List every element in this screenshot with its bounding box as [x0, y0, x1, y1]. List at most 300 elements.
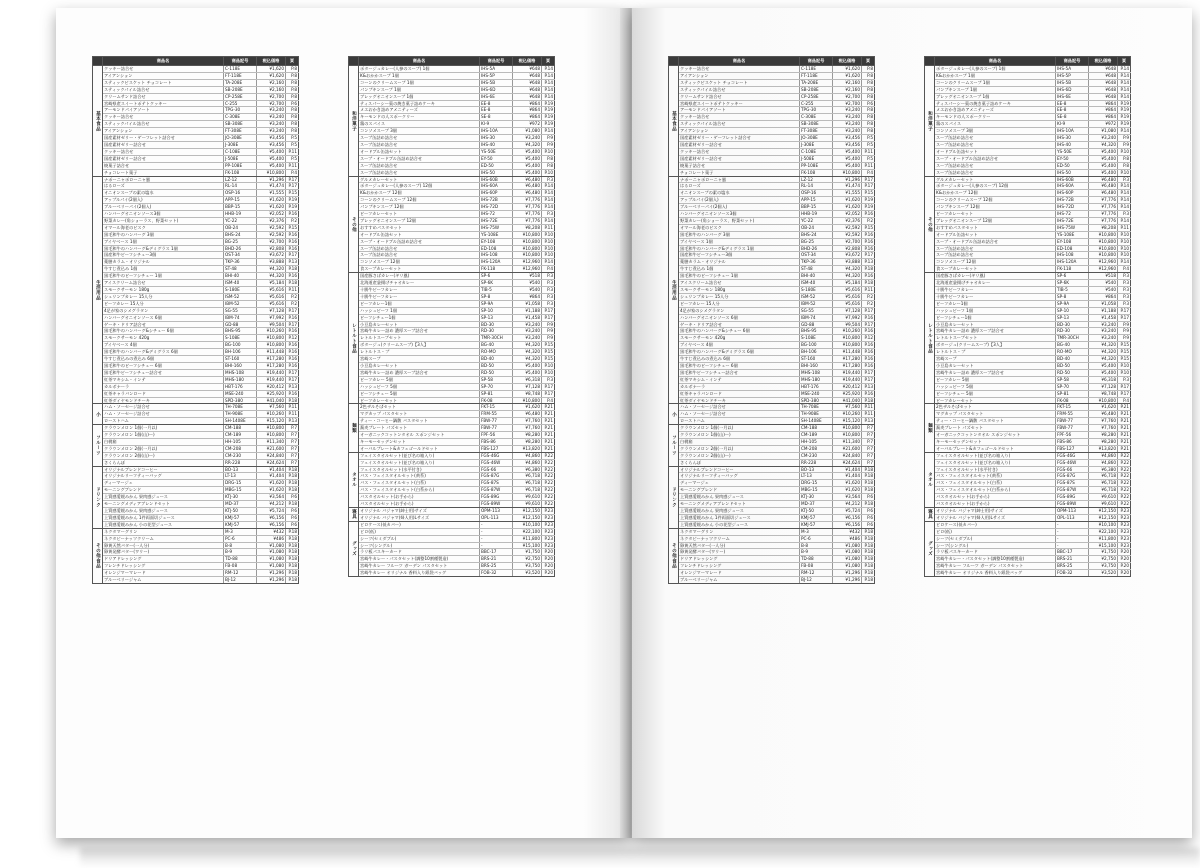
table-row	[349, 356, 555, 363]
product-name: レトルトス・プ	[359, 349, 480, 356]
product-price: ¥3,888	[833, 259, 862, 266]
product-code: YS-50E	[480, 148, 513, 155]
product-name: 国産素材ゼリー・ゲーフレット詰合せ	[103, 135, 224, 142]
product-code: B-9	[800, 549, 833, 556]
product-code: CM-208	[800, 445, 833, 452]
product-code: IHS-60A	[480, 183, 513, 190]
product-name: ピロケース(低カバー)	[935, 521, 1056, 528]
table-row	[349, 556, 555, 563]
product-code: KMJ-57	[224, 514, 257, 521]
product-price: ¥7,776	[513, 217, 542, 224]
product-price: ¥1,080	[257, 556, 286, 563]
category-label: ドリンク	[93, 466, 103, 528]
product-price: ¥4,320	[833, 266, 862, 273]
product-code: RD-30	[480, 328, 513, 335]
product-page: P.23	[1118, 528, 1131, 535]
product-code: FOB-32	[1056, 570, 1089, 577]
product-page: P.4	[286, 169, 299, 176]
product-name: ビーフカレーセット	[359, 211, 480, 218]
product-code: TPG-30	[224, 107, 257, 114]
product-name: モーニングブレンド	[679, 487, 800, 494]
table-row	[669, 362, 875, 369]
product-page: P.7	[862, 459, 875, 466]
product-code: OB-24	[224, 224, 257, 231]
product-price: ¥5,184	[833, 280, 862, 287]
table-row	[93, 252, 299, 259]
product-code: IHS-30	[1056, 135, 1089, 142]
product-name: 牛すじ煮込み 1個	[679, 266, 800, 273]
table-row	[349, 390, 555, 397]
product-name: ブイヤベース 1個	[679, 238, 800, 245]
product-page: P.8	[286, 79, 299, 86]
product-price: ¥5,616	[257, 287, 286, 294]
product-name: スモークサーモン 420g	[103, 335, 224, 342]
product-price: ¥7,760	[513, 418, 542, 425]
product-code: MHS-180	[800, 376, 833, 383]
table-header-row	[925, 57, 1131, 66]
product-page: P.8	[286, 93, 299, 100]
product-page: P.22	[542, 452, 555, 459]
product-code: -	[1056, 535, 1089, 542]
product-price: ¥4,860	[513, 459, 542, 466]
table-row	[669, 570, 875, 577]
product-code: SE-8	[480, 114, 513, 121]
price-header: 税込価格	[833, 57, 862, 66]
product-page: P.8	[286, 107, 299, 114]
product-price: ¥22,100	[1089, 528, 1118, 535]
product-price: ¥3,520	[1089, 570, 1118, 577]
table-row	[669, 107, 875, 114]
product-name: バス・フェイスタオルセット(黄系)	[359, 473, 480, 480]
product-price: ¥1,750	[1089, 549, 1118, 556]
product-code: BJ-12	[224, 577, 257, 584]
product-name: 黒毛和牛のビーフシチュー 6個	[103, 362, 224, 369]
product-page: P.14	[542, 79, 555, 86]
product-code: ED-50	[1056, 162, 1089, 169]
product-code: YS-50E	[1056, 148, 1089, 155]
product-code: BHI-40	[800, 273, 833, 280]
product-price: ¥1,555	[257, 190, 286, 197]
table-row	[349, 418, 555, 425]
product-code: IHS-72E	[480, 217, 513, 224]
table-row	[925, 128, 1131, 135]
table-row	[669, 397, 875, 404]
product-code: OPM-113	[1056, 508, 1089, 515]
product-price: ¥5,400	[1089, 155, 1118, 162]
table-row	[925, 114, 1131, 121]
table-row	[93, 197, 299, 204]
product-code: TH-908E	[224, 411, 257, 418]
table-row	[669, 259, 875, 266]
product-page: P.23	[1118, 542, 1131, 549]
product-page: P.8	[286, 121, 299, 128]
table-row	[349, 300, 555, 307]
product-name: チョコレート菓子	[103, 169, 224, 176]
product-name: K&おかかスープ 12個	[935, 190, 1056, 197]
product-name: ボタージュ(クリームスープ)【3人】	[935, 342, 1056, 349]
category-header	[93, 57, 103, 66]
product-name: 黒毛和牛のビーフシチュー 6個	[679, 362, 800, 369]
product-name: クリームサンド詰合せ	[103, 93, 224, 100]
product-code: SP-58	[480, 376, 513, 383]
product-page: P.8	[1118, 155, 1131, 162]
product-name: パンプキンスープ 12個	[359, 204, 480, 211]
table-row	[669, 501, 875, 508]
product-name: 宮崎牛カレー フルーツ ガーデン パスタセット	[935, 563, 1056, 570]
product-name: スープ缶詰め詰合せ	[359, 135, 480, 142]
product-code: EE-8	[480, 107, 513, 114]
product-code: IHS-5A	[480, 66, 513, 73]
product-price: ¥12,150	[1089, 508, 1118, 515]
product-price: ¥21,600	[833, 445, 862, 452]
product-price: ¥4,320	[513, 356, 542, 363]
product-name: ハッシュビーフ 5個	[935, 383, 1056, 390]
product-name: モーニングメディアブレンドセット	[103, 501, 224, 508]
product-page: P.8	[862, 128, 875, 135]
product-name: コーンのクリームスープ 12個	[935, 197, 1056, 204]
product-price: ¥648	[513, 72, 542, 79]
product-price: ¥2,808	[833, 245, 862, 252]
table-row	[93, 390, 299, 397]
table-row	[349, 100, 555, 107]
category-label: 生活用品	[669, 176, 679, 404]
table-row	[349, 349, 555, 356]
table-row	[669, 535, 875, 542]
table-row	[925, 480, 1131, 487]
product-name: 黒毛和牛のハンバーグ 3個	[679, 231, 800, 238]
table-row	[925, 121, 1131, 128]
product-code: BHI-40	[224, 273, 257, 280]
table-row	[93, 362, 299, 369]
product-price: ¥7,560	[257, 404, 286, 411]
product-price: ¥17,280	[257, 362, 286, 369]
product-price: ¥22,100	[513, 528, 542, 535]
product-name: ゲーキ・ドリア詰合せ	[679, 321, 800, 328]
product-code: FGS-89W	[1056, 501, 1089, 508]
product-price: ¥6,156	[833, 514, 862, 521]
product-name: 国産素材ゼリー詰合せ	[103, 141, 224, 148]
product-name: 卵黄天然バター(一人分)	[679, 542, 800, 549]
product-code: SE-8	[1056, 114, 1089, 121]
product-code: CM-189	[800, 432, 833, 439]
product-code: SP-70	[1056, 383, 1089, 390]
product-page: P.16	[862, 342, 875, 349]
product-page: P.23	[1118, 508, 1131, 515]
product-price: ¥10,800	[833, 432, 862, 439]
product-page: P.6	[862, 521, 875, 528]
product-page: P.21	[542, 411, 555, 418]
product-code: FBW-77	[1056, 425, 1089, 432]
left-page-table-1	[92, 56, 299, 584]
product-page: P.2	[286, 300, 299, 307]
product-price: ¥11,800	[513, 535, 542, 542]
product-page: P.8	[286, 86, 299, 93]
product-code: OB-24	[800, 224, 833, 231]
product-name: 国産和牛ビーフシチュー3個	[103, 252, 224, 259]
table-row	[925, 466, 1131, 473]
product-code: RL-14	[224, 183, 257, 190]
product-code: IHS-72E	[1056, 217, 1089, 224]
product-code: RR-228	[800, 459, 833, 466]
product-price: ¥5,400	[513, 162, 542, 169]
left-page-table-2	[348, 56, 555, 577]
product-price: ¥2,808	[257, 245, 286, 252]
product-name: コーンのクリームスープ 1個	[935, 79, 1056, 86]
product-price: ¥1,404	[833, 473, 862, 480]
table-row	[669, 487, 875, 494]
product-code: BH-106	[800, 349, 833, 356]
product-page: P.23	[542, 521, 555, 528]
product-code: FBS-86	[480, 438, 513, 445]
product-name: ブレッグオニオンスープ 12個	[359, 217, 480, 224]
product-code: BBP-15	[800, 204, 833, 211]
product-name: 蕎麦プレート パズセット	[935, 425, 1056, 432]
product-name: ハンバーグオニオンソース3個	[103, 211, 224, 218]
product-price: ¥1,458	[1089, 314, 1118, 321]
product-page: P.5	[862, 141, 875, 148]
table-row	[669, 542, 875, 549]
product-name: オマール海老のビスク	[679, 224, 800, 231]
table-row	[669, 141, 875, 148]
table-row	[93, 148, 299, 155]
table-row	[349, 480, 555, 487]
product-name: クラウンメロン 2個(一月以)	[679, 445, 800, 452]
table-row	[93, 438, 299, 445]
product-price: ¥7,992	[833, 314, 862, 321]
table-row	[349, 508, 555, 515]
product-code: SP-6	[1056, 273, 1089, 280]
product-code: TH-708E	[224, 404, 257, 411]
product-page: P.16	[286, 362, 299, 369]
product-page: P.7	[862, 438, 875, 445]
product-page: P.16	[862, 328, 875, 335]
table-row	[349, 321, 555, 328]
product-page: P.14	[542, 86, 555, 93]
table-row	[925, 418, 1131, 425]
product-page: P.18	[862, 528, 875, 535]
product-price: ¥5,400	[257, 148, 286, 155]
product-page: P.9	[542, 328, 555, 335]
product-page: P.11	[286, 411, 299, 418]
product-page: P.9	[1118, 328, 1131, 335]
product-page: P.13	[286, 383, 299, 390]
product-price: ¥41,040	[257, 397, 286, 404]
product-price: ¥648	[513, 93, 542, 100]
product-code: GD-88	[800, 321, 833, 328]
product-price: ¥1,620	[833, 204, 862, 211]
product-price: ¥17,280	[257, 356, 286, 363]
code-header: 商品記号	[224, 57, 257, 66]
product-name: 宮崎牛カレー詰め 濃厚スープ詰合せ	[359, 328, 480, 335]
product-code: M-3	[224, 528, 257, 535]
product-price: ¥5,724	[257, 508, 286, 515]
category-label: 小	[93, 404, 103, 425]
product-page: P.18	[862, 266, 875, 273]
product-page: P.16	[862, 245, 875, 252]
table-row	[669, 252, 875, 259]
product-price: ¥1,750	[513, 549, 542, 556]
product-code: IHS-10A	[480, 128, 513, 135]
product-name: クッキー詰合せ	[679, 114, 800, 121]
category-label: その他	[349, 176, 359, 273]
table-row	[925, 217, 1131, 224]
product-page: P.10	[542, 238, 555, 245]
table-row	[349, 66, 555, 73]
product-price: ¥4,212	[257, 501, 286, 508]
product-code: KTJ-30	[800, 494, 833, 501]
product-price: ¥1,080	[833, 563, 862, 570]
product-page: P.6	[286, 100, 299, 107]
product-price: ¥864	[1089, 293, 1118, 300]
product-price: ¥7,776	[1089, 197, 1118, 204]
table-row	[349, 114, 555, 121]
table-row	[93, 501, 299, 508]
product-price: ¥10,800	[1089, 245, 1118, 252]
product-code: FK-108	[224, 169, 257, 176]
product-price: ¥5,400	[513, 155, 542, 162]
product-page: P.19	[542, 107, 555, 114]
product-page: P.16	[286, 390, 299, 397]
product-name: 紅茶ダイヤモンドチーキ	[679, 397, 800, 404]
table-row	[93, 307, 299, 314]
table-row	[349, 487, 555, 494]
table-row	[93, 570, 299, 577]
table-row	[93, 135, 299, 142]
product-name: オリジナル バジャマ(紳士用)サイズ	[359, 508, 480, 515]
product-price: ¥4,860	[513, 452, 542, 459]
product-page: P.17	[286, 376, 299, 383]
table-row	[349, 335, 555, 342]
product-name: バス・フェイスタオルセット(白系から)	[359, 487, 480, 494]
table-row	[669, 197, 875, 204]
product-code: CP-258E	[224, 93, 257, 100]
product-name: スープ缶詰め詰合せ	[359, 245, 480, 252]
table-row	[93, 141, 299, 148]
product-name: 北海道産釜揚げチャオカレー	[935, 280, 1056, 287]
product-code: FGS-46G	[480, 452, 513, 459]
product-code: OSP-16	[800, 190, 833, 197]
product-name: コーンのクリームスープ 1個	[359, 79, 480, 86]
table-row	[93, 473, 299, 480]
product-code: FBS-127	[1056, 445, 1089, 452]
product-page: P.10	[542, 245, 555, 252]
code-header: 商品記号	[1056, 57, 1089, 66]
product-code: FGS-87S	[1056, 480, 1089, 487]
table-row	[349, 287, 555, 294]
product-name: バス・フェイスタオルセット(白系)	[935, 480, 1056, 487]
product-page: P.14	[1118, 183, 1131, 190]
price-header: 税込価格	[257, 57, 286, 66]
product-price: ¥4,320	[833, 273, 862, 280]
product-price: ¥6,718	[513, 473, 542, 480]
product-name: 上質感愛媛みかん 果肉感ジュース	[103, 494, 224, 501]
product-code: S-180E	[800, 287, 833, 294]
product-price: ¥6,718	[513, 480, 542, 487]
product-price: ¥5,616	[257, 293, 286, 300]
product-price: ¥12,150	[513, 514, 542, 521]
product-page: P.14	[542, 217, 555, 224]
product-code: FGS-87W	[480, 487, 513, 494]
product-page: P.17	[542, 383, 555, 390]
product-code: S-180E	[224, 287, 257, 294]
table-row	[925, 280, 1131, 287]
product-price: ¥7,128	[833, 307, 862, 314]
table-row	[349, 549, 555, 556]
table-row	[925, 314, 1131, 321]
product-name: ハム・ソーセージ詰合せ	[103, 404, 224, 411]
product-name: 2色ザルそばセット	[359, 404, 480, 411]
product-page: P.2	[862, 293, 875, 300]
product-page: P.19	[862, 204, 875, 211]
product-name: バスタオルセット(お手から)	[935, 501, 1056, 508]
product-price: ¥1,404	[833, 466, 862, 473]
product-name: ハッシュビーフ 5個	[359, 383, 480, 390]
product-code: BRS-21	[480, 556, 513, 563]
product-page: P.17	[286, 176, 299, 183]
product-name: ラリ板パスキーカード	[359, 549, 480, 556]
table-row	[93, 128, 299, 135]
product-page: P.16	[286, 328, 299, 335]
table-row	[925, 252, 1131, 259]
product-code: IHS-40	[480, 141, 513, 148]
product-price: ¥25,920	[257, 390, 286, 397]
product-name: ローストハム	[103, 418, 224, 425]
table-row	[349, 148, 555, 155]
product-name: 黒毛和牛のハンバーグ 3個	[103, 231, 224, 238]
product-name: 野菜カレー(角ショーラス、野菜セット)	[103, 217, 224, 224]
product-code: PP-108E	[224, 162, 257, 169]
product-name: ブレッグオニオンスープ 1個	[935, 93, 1056, 100]
table-row	[349, 107, 555, 114]
product-price: ¥3,520	[513, 570, 542, 577]
product-price: ¥1,620	[257, 204, 286, 211]
product-page: P.7	[286, 452, 299, 459]
product-page: P.15	[862, 190, 875, 197]
product-page: P.18	[862, 466, 875, 473]
product-name: ネクタマーグリン	[103, 528, 224, 535]
product-price: ¥1,620	[833, 487, 862, 494]
table-row	[925, 204, 1131, 211]
table-row	[349, 245, 555, 252]
product-name: アーモンドパイアソート	[679, 107, 800, 114]
table-row	[669, 328, 875, 335]
product-code: YC-22	[224, 217, 257, 224]
product-name: クリームサンド詰合せ	[679, 93, 800, 100]
product-code: FGS-66	[480, 466, 513, 473]
product-price: ¥3,456	[833, 141, 862, 148]
product-page: P.21	[1118, 425, 1131, 432]
table-row	[669, 452, 875, 459]
product-code: IHS-5P	[480, 72, 513, 79]
product-page: P.9	[542, 141, 555, 148]
product-price: ¥12,150	[1089, 514, 1118, 521]
product-page: P.16	[286, 238, 299, 245]
product-code: APP-15	[800, 197, 833, 204]
product-code: SH-1408E	[224, 418, 257, 425]
table-row	[93, 293, 299, 300]
product-price: ¥7,776	[513, 204, 542, 211]
product-page: P.11	[286, 404, 299, 411]
table-row	[669, 383, 875, 390]
product-name: 国産豚さばカレー(ギリ風)	[359, 273, 480, 280]
product-page: P.20	[1118, 563, 1131, 570]
product-price: ¥10,800	[833, 342, 862, 349]
product-price: ¥6,480	[1089, 190, 1118, 197]
product-code: SP-58	[1056, 376, 1089, 383]
product-price: ¥1,620	[833, 197, 862, 204]
product-price: ¥12,150	[513, 508, 542, 515]
table-row	[925, 521, 1131, 528]
